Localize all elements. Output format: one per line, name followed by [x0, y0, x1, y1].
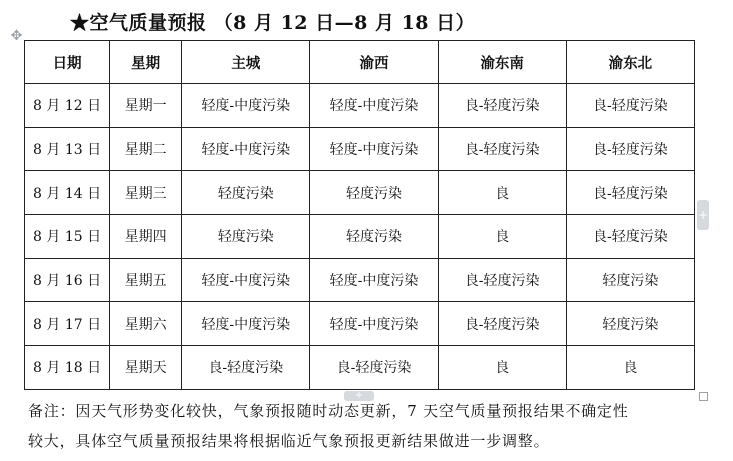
add-row-icon[interactable]: + — [344, 391, 374, 401]
cell-main-city: 轻度-中度污染 — [182, 127, 310, 171]
table-row — [25, 346, 695, 390]
header-northeast: 渝东北 — [566, 41, 694, 84]
cell-weekday: 星期二 — [110, 127, 182, 171]
cell-southeast: 良-轻度污染 — [438, 127, 566, 171]
cell-southeast: 良-轻度污染 — [438, 302, 566, 346]
cell-northeast: 良-轻度污染 — [566, 84, 694, 128]
header-west: 渝西 — [310, 41, 438, 84]
header-southeast: 渝东南 — [438, 41, 566, 84]
cell-northeast: 良-轻度污染 — [566, 171, 694, 215]
cell-southeast: 良 — [438, 215, 566, 259]
cell-weekday: 星期五 — [110, 258, 182, 302]
cell-main-city: 良-轻度污染 — [182, 346, 310, 390]
cell-northeast: 良-轻度污染 — [566, 127, 694, 171]
cell-date: 8 月 12 日 — [25, 84, 110, 128]
move-cross-icon[interactable]: ✥ — [10, 28, 23, 44]
cell-date: 8 月 17 日 — [25, 302, 110, 346]
cell-southeast: 良-轻度污染 — [438, 258, 566, 302]
note-line-1: 备注：因天气形势变化较快，气象预报随时动态更新，7 天空气质量预报结果不确定性 — [28, 402, 629, 420]
cell-southeast: 良-轻度污染 — [438, 84, 566, 128]
cell-weekday: 星期天 — [110, 346, 182, 390]
cell-west: 轻度-中度污染 — [310, 127, 438, 171]
cell-main-city: 轻度-中度污染 — [182, 258, 310, 302]
cell-west: 轻度污染 — [310, 215, 438, 259]
cell-date: 8 月 16 日 — [25, 258, 110, 302]
cell-northeast: 轻度污染 — [566, 302, 694, 346]
cell-weekday: 星期六 — [110, 302, 182, 346]
cell-southeast: 良 — [438, 346, 566, 390]
table-row — [25, 84, 695, 128]
table-row — [25, 258, 695, 302]
add-column-icon[interactable]: + — [697, 200, 709, 230]
cell-weekday: 星期四 — [110, 215, 182, 259]
table-row — [25, 127, 695, 171]
cell-west: 轻度-中度污染 — [310, 302, 438, 346]
cell-date: 8 月 13 日 — [25, 127, 110, 171]
cell-west: 轻度-中度污染 — [310, 84, 438, 128]
resize-corner-icon[interactable] — [699, 392, 708, 401]
header-main-city: 主城 — [182, 41, 310, 84]
cell-main-city: 轻度污染 — [182, 171, 310, 215]
cell-weekday: 星期三 — [110, 171, 182, 215]
cell-date: 8 月 18 日 — [25, 346, 110, 390]
cell-west: 良-轻度污染 — [310, 346, 438, 390]
header-date: 日期 — [25, 41, 110, 84]
cell-northeast: 良-轻度污染 — [566, 215, 694, 259]
table-row — [25, 215, 695, 259]
cell-northeast: 良 — [566, 346, 694, 390]
cell-main-city: 轻度-中度污染 — [182, 302, 310, 346]
cell-southeast: 良 — [438, 171, 566, 215]
table-header-row — [25, 41, 695, 84]
cell-northeast: 轻度污染 — [566, 258, 694, 302]
forecast-note — [28, 396, 700, 456]
cell-date: 8 月 14 日 — [25, 171, 110, 215]
cell-main-city: 轻度-中度污染 — [182, 84, 310, 128]
cell-main-city: 轻度污染 — [182, 215, 310, 259]
page-title: ★空气质量预报 （8 月 12 日—8 月 18 日） — [70, 12, 476, 34]
table-row — [25, 302, 695, 346]
table-row — [25, 171, 695, 215]
air-quality-table — [24, 40, 695, 390]
cell-date: 8 月 15 日 — [25, 215, 110, 259]
cell-weekday: 星期一 — [110, 84, 182, 128]
note-line-2: 较大，具体空气质量预报结果将根据临近气象预报更新结果做进一步调整。 — [28, 432, 550, 450]
header-weekday: 星期 — [110, 41, 182, 84]
cell-west: 轻度污染 — [310, 171, 438, 215]
cell-west: 轻度-中度污染 — [310, 258, 438, 302]
